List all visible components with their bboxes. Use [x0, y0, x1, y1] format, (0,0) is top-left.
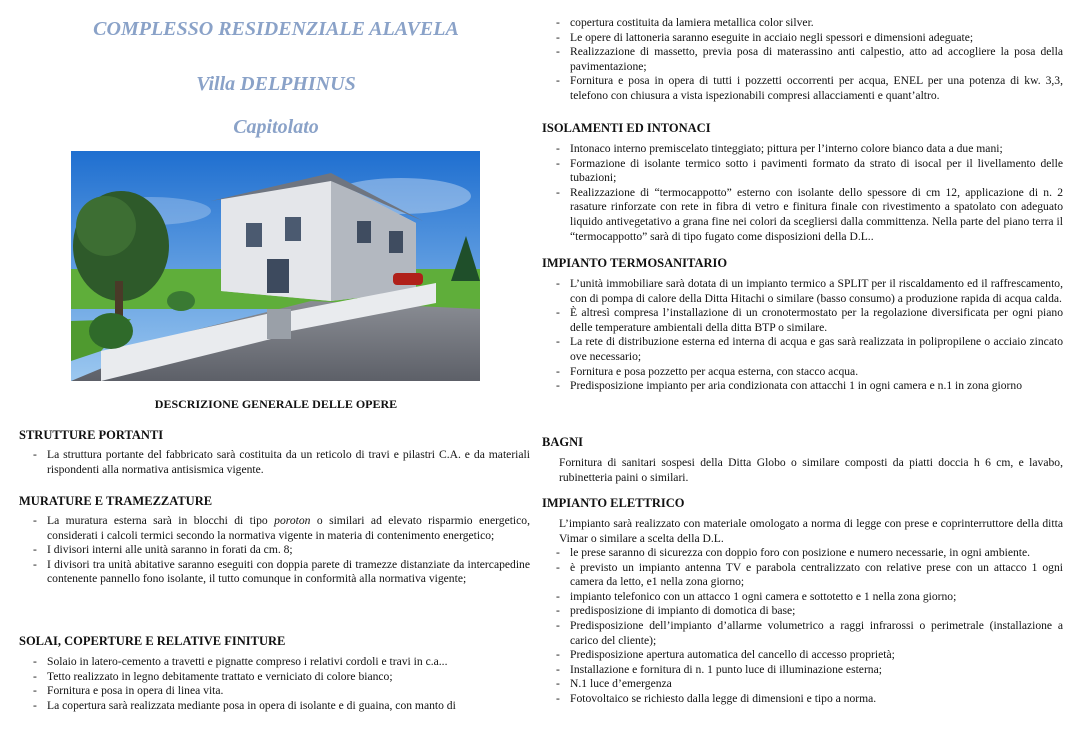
list-item: - Le opere di lattoneria saranno eseguite in acciaio negli spessori e dimensioni adeguate;: [556, 31, 1063, 46]
elettrico-intro: L’impianto sarà realizzato con materiale omologato a norma di legge con prese e coprinterruttore della ditta Vimar o similare a scelta della D.L.: [559, 517, 1063, 545]
document-subtitle: Capitolato: [233, 116, 319, 138]
list-item: - Tetto realizzato in legno debitamente trattato e verniciato di colore bianco;: [33, 670, 530, 685]
villa-rendering-image: [71, 151, 480, 381]
list-item: - La struttura portante del fabbricato sarà costituita da un reticolo di travi e pilastri C.A. e da materiali rispondenti alla normativa antisismica vigente.: [33, 448, 530, 477]
list-item: - La copertura sarà realizzata mediante posa in opera di isolante e di guaina, con manto di: [33, 699, 530, 714]
heading-strutture-portanti: STRUTTURE PORTANTI: [19, 428, 164, 442]
list-item: - copertura costituita da lamiera metallica color silver.: [556, 16, 1063, 31]
list-item: - Predisposizione impianto per aria condizionata con attacchi 1 in ogni camera e n.1 in zona giorno: [556, 379, 1063, 394]
list-item: - I divisori tra unità abitative saranno eseguiti con doppia parete di tramezze distanziate da intercapedine contenente pannello fono isolante, il tutto comunque in conformità alla normativa vigente;: [33, 558, 530, 587]
item-emphasis: poroton: [274, 514, 311, 527]
list-item: - Solaio in latero-cemento a travetti e pignatte compreso i relativi cordoli e travi in c.a...: [33, 655, 530, 670]
list-item: - Fornitura e posa in opera di tutti i pozzetti occorrenti per acqua, ENEL per una potenza di kw. 3,3, telefono con chiusura a vista ispezionabili compresi allacciamenti e quant’altro.: [556, 74, 1063, 103]
list-item: - Fornitura e posa pozzetto per acqua esterna, con stacco acqua.: [556, 365, 1063, 380]
list-item: - è previsto un impianto antenna TV e parabola centralizzato con relative prese con un attacco 1 ogni camera da letto, e1 nella zona giorno;: [556, 561, 1063, 590]
heading-impianto-elettrico: IMPIANTO ELETTRICO: [542, 496, 685, 510]
heading-solai: SOLAI, COPERTURE E RELATIVE FINITURE: [19, 634, 286, 648]
description-heading: DESCRIZIONE GENERALE DELLE OPERE: [154, 397, 398, 411]
list-item: - Realizzazione di “termocappotto” esterno con isolante dello spessore di cm 12, applicazione di n. 2 rasature rinforzate con rete in fibra di vetro e finitura finale con rivestimento a spatolato con adeguato liquido antivegetativo a grana fine nei colori da scegliersi dalla committenza. Nella parte del piano terra il “termocappotto” sarà di tipo fugato come disposizioni della D.L..: [556, 186, 1063, 244]
list-item: - Fornitura e posa in opera di linea vita.: [33, 684, 530, 699]
heading-bagni: BAGNI: [542, 435, 583, 449]
list-item: - Intonaco interno premiscelato tinteggiato; pittura per l’interno colore bianco data a due mani;: [556, 142, 1063, 157]
list-murature: [33, 514, 530, 587]
list-item: - predisposizione di impianto di domotica di base;: [556, 604, 1063, 619]
list-item: - Predisposizione apertura automatica del cancello di accesso proprietà;: [556, 648, 1063, 663]
list-item: - I divisori interni alle unità saranno in forati da cm. 8;: [33, 543, 530, 558]
list-termosanitario: [556, 277, 1063, 394]
list-item: - Formazione di isolante termico sotto i pavimenti formato da strato di isocal per il livellamento delle tubazioni;: [556, 157, 1063, 186]
list-item: - È altresì compresa l’installazione di un cronotermostato per la regolazione diversificata per ogni piano delle temperature ambientali della ditta BTP o similare.: [556, 306, 1063, 335]
list-item: - La rete di distribuzione esterna ed interna di acqua e gas sarà realizzata in polipropilene o acciaio zincato ove necessario;: [556, 335, 1063, 364]
list-solai-continued: [556, 16, 1063, 104]
heading-termosanitario: IMPIANTO TERMOSANITARIO: [542, 256, 728, 270]
list-item: - Predisposizione dell’impianto d’allarme volumetrico a raggi infrarossi o perimetrale (installazione a carico del cliente);: [556, 619, 1063, 648]
list-strutture-portanti: [33, 448, 530, 477]
complex-title: COMPLESSO RESIDENZIALE ALAVELA: [93, 18, 459, 40]
list-item: - Fotovoltaico se richiesto dalla legge di dimensioni e tipo a norma.: [556, 692, 1063, 707]
list-item: [33, 514, 530, 543]
item-text: o similari ad elevato risparmio energetico, considerati i calcoli termici secondo la normativa vigente in materia di contenimento energetico;: [47, 514, 530, 542]
item-text: La muratura esterna sarà in blocchi di tipo: [47, 514, 275, 527]
list-impianto-elettrico: [556, 546, 1063, 707]
list-isolamenti: [556, 142, 1063, 244]
list-item: - L’unità immobiliare sarà dotata di un impianto termico a SPLIT per il riscaldamento ed il raffrescamento, con di pompa di calore della Ditta Hitachi o similare (basso consumo) a produzione rapida di acqua calda.: [556, 277, 1063, 306]
list-item: - Installazione e fornitura di n. 1 punto luce di illuminazione esterna;: [556, 663, 1063, 678]
list-item: - Realizzazione di massetto, previa posa di materassino anti calpestio, atto ad accogliere la posa della pavimentazione;: [556, 45, 1063, 74]
list-item: - impianto telefonico con un attacco 1 ogni camera e sottotetto e 1 nella zona giorno;: [556, 590, 1063, 605]
list-solai: [33, 655, 530, 713]
heading-murature: MURATURE E TRAMEZZATURE: [19, 494, 213, 508]
list-item: - N.1 luce d’emergenza: [556, 677, 1063, 692]
heading-isolamenti: ISOLAMENTI ED INTONACI: [542, 121, 711, 135]
bagni-paragraph: Fornitura di sanitari sospesi della Ditta Globo o similare composti da piatti doccia h 6 cm, e lavabo, rubinetteria paini o similari.: [559, 456, 1063, 484]
villa-name: Villa DELPHINUS: [196, 73, 356, 95]
list-item: - le prese saranno di sicurezza con doppio foro con posizione e numero necessarie, in ogni ambiente.: [556, 546, 1063, 561]
